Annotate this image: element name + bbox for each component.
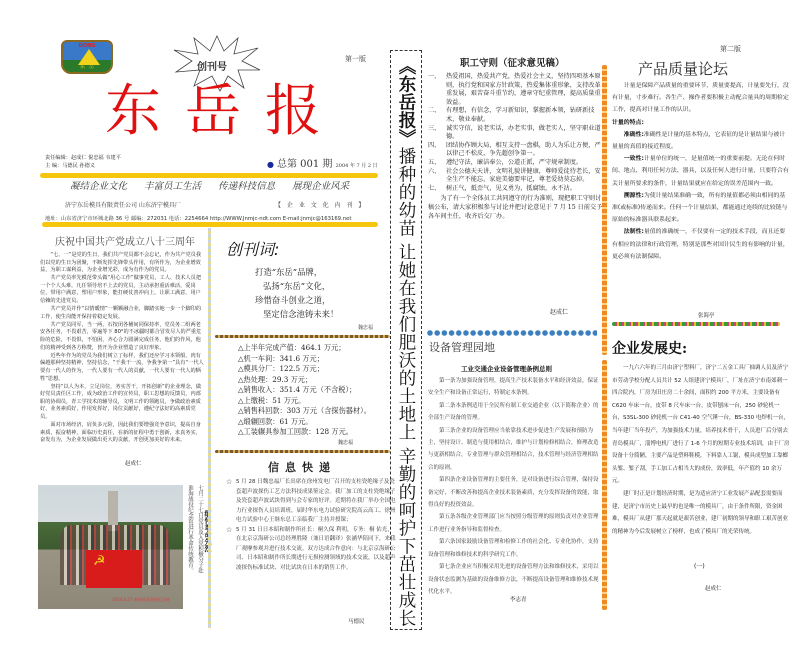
feature-label: 准确性: [623,131,644,138]
dotted-divider [427,330,597,336]
founding-line: 珍惜奋斗创业之道， [255,295,331,305]
rule-text: 树正气，抵歪气，见义勇为，抵腐蚀，永不沾。 [446,184,576,192]
party-flag-icon [86,550,142,588]
stat-line: △上半年完成产值：464.1 万元； [238,343,346,352]
group-photo [38,485,183,609]
logo-text: DONG [78,43,96,49]
issue-date: 2004 年 7 月 2 日 [335,163,378,169]
feature-text: 计量单位的统一，是量值统一的重要前提。无论在何时间、地点、利用任何方法、器具，以及任何人进行计量，只要符合有关计量所要求的条件，计量结果就应在给定的误差范围内一致。 [612,156,789,187]
rule-item [428,125,603,142]
news-text: 5 月 31 日日本昭和制作所社长：桐久保 利明，专务：桐 佑光，在北京京海研公司总经理胜隆（兼日语翻译）张涵华陪同下，来我厂观摩参观并进行技术交流。双方达成合作意向：与北京京海研公司、日本昭和制作所长期进行无损检测领域的技术交流，以及超声波探伤标准试块、对比试块在日本的销售工作。 [236,526,396,571]
rule-number: 四、 [428,141,441,149]
beaded-column-divider [208,228,211,628]
photo-caption: 2004.6.27 参观淮海战役纪念碑 [112,597,170,602]
yellow-divider [42,222,378,227]
feature-label: 溯源性: [623,192,644,199]
rule-text: 社会公德天天讲，文明礼貌讲健康，尊师爱徒待老长，安全生产不能忘，家庭美德要牢记，尊老爱幼莫忘掉。 [446,167,601,184]
paragraph: 第七条企业应当积极采用先进的设备管理方法和维修技术，采用以设备状态监测为基础的设备维修方法，不断提高设备管理和维修技术现代化水平。 [428,564,599,595]
rule-item [428,185,603,194]
rule-number: 一、 [428,73,441,80]
chief-editors-line: 主 编：马德民 孙德义 [45,162,95,169]
rule-item [428,73,603,107]
equipment-body [428,375,600,598]
issue-number: 总第 001 期 [276,159,333,170]
staff-rules-list [428,73,603,221]
founding-words-heading: 创刊词: [226,240,280,259]
edition-label: 第二版 [720,45,741,53]
paragraph: 第二条本条例适用于全民所有制工业交通企业（以下简称企业）的全部生产设备的管理。 [428,402,599,422]
paragraph: 共产党员率先模范带头做“用心工作”做事党员，工人、技术人员把一个个人头难，凡任领导培不上去的党员，主动承担重活难活，爱岗位，带用户满意，塑用户形象，能打硬仗善冲向上，让职工满意，用户信赖的先进党员。 [40,275,202,305]
paragraph: “七、一”是党的生日，我们共产党员都不会忘记，作为共产党员我们以党的生日为团聚，不断发挥先锋带头作用，有所作为，为企业增效益，为职工谋利益，为企业增光彩，成为有作为的党员。 [40,252,202,274]
quality-forum-signature: 张海亭 [698,313,715,319]
rule-text: 有理想，有信念，学习新知识，掌握新本领，钻研新技术，敬业奉献。 [446,107,595,123]
stat-line: △机一车间：341.6 万元； [238,353,324,363]
paragraph: 计量是保障产品质量的重要环节，质量要提高，计量要先行，没有计量，寸步难行。各生产、操作者要积极主动配合量具的周期检定工作，提高对计量工作的认识。 [612,83,789,114]
history-body [612,362,790,538]
company-name: 济宁东岳模具有限责任公司 山东济宁模具厂 [65,202,181,209]
paragraph: 共产党员并作“以情暖情”一颗颗融合业，脚踏实地一步一个脚印的工作，使生岗能开保持着稳定发展。 [40,306,202,320]
stat-line: △工装辗具参加工回款：128 万元。 [238,427,353,436]
feature-item [612,129,790,153]
equipment-section-title: 设备管理园地 [429,341,495,354]
history-part-number: (一) [694,563,705,570]
paragraph: 建厂时正是计划经济时期，是为适应济宁工业发展产品配套需要而建，是济宁市历史上最早的也是唯一的模具厂，由于条件所限，资金困难，模具厂从建厂那天起就是艰苦创业，建厂初期的领导和职工艰苦创业的精神为今后发展树立了榜样，也成了模具厂的光荣传统。 [612,490,789,535]
stat-line: △模具分厂：122.5 万元； [238,364,324,373]
newspaper-title: 东岳报 [105,79,345,144]
founding-words-signature: 魏忠福 [358,325,374,331]
news-item [226,478,396,526]
production-stats [238,343,371,438]
feature-label: 一致性: [623,156,644,163]
edition-label: 第一版 [345,55,366,63]
editors-line: 责任编辑：赵成仁 倪忠福 韦建平 [45,155,121,161]
founding-line: 弘扬“东岳”文化， [263,281,331,291]
bullet-icon: ● [267,160,274,169]
feature-label: 法制性: [623,229,644,236]
banner-paper-name: 《东岳报》 [396,57,416,147]
feature-text: 准确性是计量的基本特点，它表征的是计量结果与被计量量的真值的接近程度。 [612,131,786,151]
rule-text: 遵纪守法，廉洁奉公，公道正派，严守规章制度。 [446,158,583,166]
founding-line: 打造“东岳”品牌， [255,267,323,277]
news-text: 5 月 28 日魏忠福厂长出席在徐州发电厂召开的支柱瓷绝缘子及瓷套超声波探伤工艺方法科技成果鉴定会。我厂加工的支柱瓷绝缘子及瓷套超声波试块得到与会专家的好评。近期将在我厂举办全国电力行业探伤人员培训班，届时华东电力试验研究院高云高工、徐州电力试验中心王继东总工亲临我厂主持并授课； [236,479,396,523]
rules-signature: 赵成仁 [550,309,569,316]
orange-vine-divider [602,65,607,355]
rule-item [428,142,603,159]
paragraph: 坚持“以人为本，立足岗位，务实苦干，开拓创新”的企业理念，做好党员责任区工作，成为政治工作的宣传员，职工思想的反馈员，内部职的协调员，青工学技术的辅导员，文明工作的领跑员，争做政治素质好，业务素质好，作用发挥好，岗位贡献好，遵纪守法好的高素质党员。 [40,383,202,420]
founding-line: 坚定信念池铸未来！ [263,309,339,319]
rules-closing: 为了有一个全体员工共同遵守的行为准则，现把职工守则讨稿公布，请大家积极参与讨论并把讨论意见于 7 月 15 日前交予各车间主任，收齐后交厂办。 [428,195,603,220]
rule-number: 六、 [428,167,441,175]
quality-forum-title: 产品质量论坛 [638,60,729,78]
stat-line: △热处理：29.3 万元； [238,374,313,384]
rule-text: 团结协作顾大局，相互支持一盘棋，助人为乐让方便，严以律己不松皮，争先超创争第一。 [446,141,601,158]
stats-signature: 魏忠福 [338,440,354,446]
rule-number: 二、 [428,107,441,115]
slogan: 凝结企业文化 [70,181,128,192]
issue-info [267,155,378,170]
paragraph: 第一条为加强设备管理，提高生产技术装备水平和经济效益，保证安全生产和设备正常运行，特制定本条例。 [428,378,599,397]
paragraph: 第四条企业设备管理的主要任务，是对设备进行综合管理，保持设备完好，不断改善和提高企业技术装备素质，充分发挥设备的效能，取得良好的投资效益。 [428,477,599,509]
orange-vine-divider [602,360,607,610]
photo-vertical-caption: 淮海战役纪念馆进行革命传统教育。 [187,485,193,573]
internal-publication-label: 【 企 业 文 化 内 刊 】 [275,202,367,209]
news-flash-heading: 信息快递 [268,461,336,474]
rope-divider [215,335,390,338]
equipment-subtitle: 工业交通企业设备管理条例总则 [461,365,552,373]
stat-line: △销售收入：351.4 万元（不含税）； [238,385,357,394]
vertical-banner-text [392,57,420,627]
party-article-body [40,252,205,445]
rule-text: 热爱祖国，热爱共产党，热爱社会主义，坚持四项基本原则，执行党和国家方针政策，热爱集体重形象，支持改革重发展，艰苦奋斗重节约，遵章守纪重管理，提高质量重效益。 [446,73,601,106]
rule-text: 诚实守信，说老实话，办老实事，做老实人，坚守职业道德。 [446,124,601,141]
rule-item [428,107,603,124]
paragraph: 面对市场经济，肩负多元险，因此我们要增强竞争意识，提高自身素质，振奋精神，面临历史责任，在新的征程中勇于创新，求真务实，奋发有为，为企业发展做出更大的贡献，开创更加美好的未来。 [40,422,201,444]
slogans [70,178,349,192]
stat-line: △上缴税：51 万元。 [238,395,306,405]
news-item [226,526,396,574]
star-bullet-icon: ☆ [226,525,233,534]
news-flash-list [226,478,396,573]
rule-item [428,168,603,185]
editors-list [45,155,121,170]
rule-number: 七、 [428,184,441,192]
paragraph: 第三条企业的设备管理应当依靠技术进步促进生产发展和预防为主，坚持设计、制造与使用相结合，维护与计划检修相结合，修理改造与更新相结合，专业管理与群众管理相结合，技术管理与经济管理相结合的原则。 [428,427,599,471]
founding-words-lines [255,265,338,321]
star-bullet-icon: ☆ [226,478,233,486]
feature-item [612,190,790,227]
quality-forum-body [612,80,790,263]
paragraph: 共产党员同军，当一两，石按闭各桶间同保持率，党员务二组两老安各任务，不畏艰苦，零遍等下 80°的不冰疆时都合冒发尽人的严重危险的危险，不畏惧，不怕困，齐心合力圆满完成任务，他们的作风，他们的精神受到各方称赞，皆开为企业塑造了良好形象。 [40,321,202,351]
rule-item [428,159,603,168]
feature-text: 量值的准确统一，不仅要有一定的技术手段，而且还要有相应的法律和行政管理，特别是那些对国计民生的有影响的计量，更必须有法制保障。 [612,229,789,260]
slogan: 丰富员工生活 [144,181,202,192]
paragraph: 一九六六年的三月由济宁塑料厂，济宁二五金工具厂抽调人员及济宁市劳动学校分配人员共计 52 人组建济宁模具厂，厂址在济宁市南郊刺一四合院内，厂房为旧庄房二十余间，面积约 200 平方米，主要设备有 C620 车床一台，皮带 8 尺车床一台，皮带刨床一台，250 砂轮机一台，S3SL-300 砂轮机一台 C41-40 空气锤一台，BS-330 电焊机一台，当年建厂当年投产，为加强技术力量，培养技术骨干，人员进厂后分别去青岛模具厂，淄博电机厂进行了 1-6 个月的短期专业技术培训，由于厂房设备十分简陋，主要产品是塑料鞋模，下料靠人工锯，模具成型加工靠榔头錾、錾子刮，手工加工占相当大的成份，效率低，年产值约 10 余万元。 [612,365,790,485]
history-signature: 赵成仁 [705,586,722,592]
features-label: 计量的特点: [612,119,644,126]
banner-slogan: 播种的幼苗 让她在我们肥沃的土地上 辛勤的呵护下茁壮成长 [396,147,416,628]
paragraph: 近些年作为的党员为我们树立了标样，我们还应学习本领船，肉有偏越那种坚持精神，坚持信念，“干我干一流，争我争第一”具有“一代人要有一代人的作为，一代人要有一代人的贡献，一代人要有一代人的牺牲”思想。 [40,352,204,382]
paragraph: 第六条国家鼓励设备管理和检修工作的社会化、专业化协作，支持设备管理和维修技术的科学研究工作。 [428,539,599,558]
party-article-author: 赵成仁 [125,461,142,467]
stat-line: △缎辗回款：61 万元。 [238,416,313,426]
floral-divider [612,322,780,326]
equipment-signature: 李志青 [510,597,527,603]
vertical-banner [390,50,422,630]
contact-address: 地址：山东省济宁市环城北路 36 号 邮编：272031 电话：2254664 http://WWW.Jnmjc-ndt.com E-mail:jnmjc@163169.net [45,216,352,222]
rule-number: 五、 [428,158,441,166]
company-logo [61,40,113,74]
feature-item [612,153,790,190]
logo-base-text: 东岳 [79,64,98,70]
paragraph: 第五条各级企业管理部门应当按照分级管理的原则负责对企业管理工作进行业务指导和监督检查。 [428,514,599,533]
history-title: 企业发展史: [612,341,688,357]
staff-rules-title: 职工守则（征求意见稿） [460,58,565,69]
feature-item [612,226,790,263]
photo-vertical-caption: 七月二十七日党员及入党积极分子赴 [197,485,203,573]
news-signature: 马德民 [348,619,365,625]
slogan: 传递科技信息 [218,181,276,192]
slogan: 展现企业风采 [292,181,350,192]
stat-line: △销售科回款：303 万元（含探伤器材）。 [238,406,371,415]
rule-number: 三、 [428,124,441,132]
rope-divider [215,450,390,453]
feature-text: 为使计量结果准确一致，所有的量值都必须由相同的基准(或标准)传递而来。任何一个计量结果，都能通过连续的比较链与原始的标准器具联系起来。 [612,192,788,224]
badge-label: 创刊号 [197,62,227,73]
party-article-title: 庆祝中国共产党成立八十三周年 [55,237,195,248]
